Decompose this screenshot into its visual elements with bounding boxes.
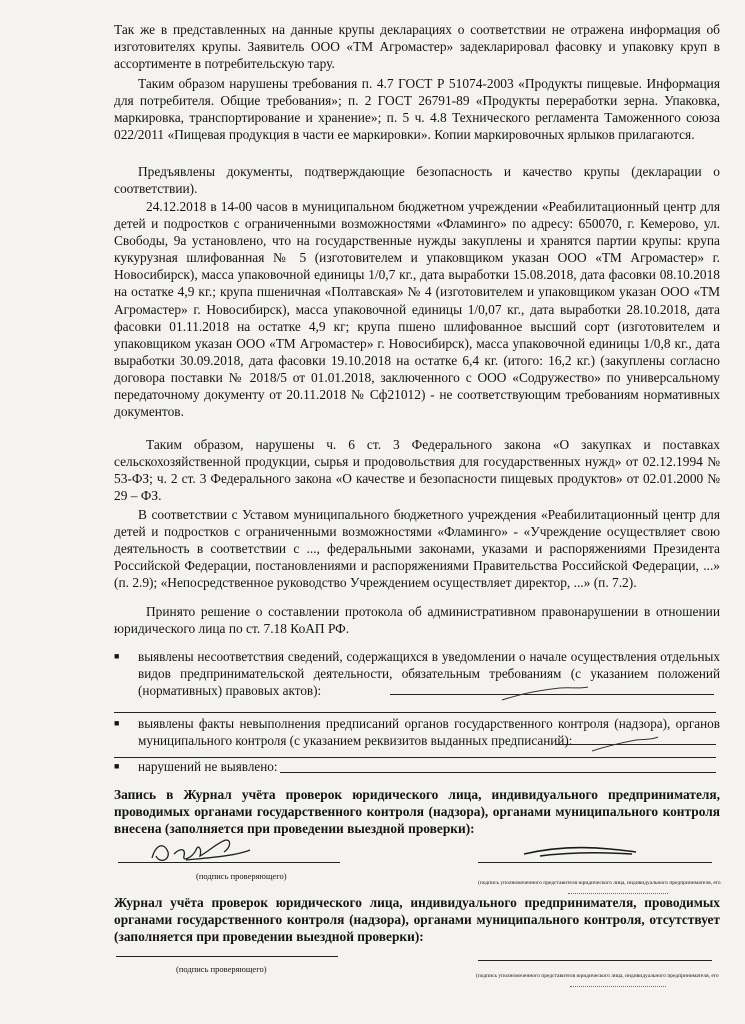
paragraph-documents-presented: Предъявлены документы, подтверждающие безопасность и качество крупы (декларации о соответствии). [114, 164, 720, 197]
inspector-caption: (подпись проверяющего) [196, 871, 287, 881]
paragraph-charter: В соответствии с Уставом муниципального бюджетного учреждения «Реабилитационный центр для детей и подростков с ограниченными возможностями «Фламинго» - «Учреждение осуществляет свою деятельность в соответствии с ..., федеральными законами, указами и распоряжениями Президента Российской Федерации, постановлениями и распоряжениями Правительства Российской Федерации, ...» (п. 2.9); «Непосредственное руководство Учреждением осуществляет директор, ...» (п. 7.2). [114, 507, 720, 591]
paragraph-declarations: Так же в представленных на данные крупы декларациях о соответствии не отражена информация об изготовителях крупы. Заявитель ООО «ТМ Агромастер» задекларировал фасовку и упаковку круп в ассортименте в потребительскую тару. [114, 22, 720, 72]
paragraph-violated-standards: Таким образом нарушены требования п. 4.7 ГОСТ Р 51074-2003 «Продукты пищевые. Информация для потребителя. Общие требования»; п. 2 ГОСТ 26791-89 «Продукты переработки зерна. Упаковка, маркировка, транспортирование и хранение»; п. 5 ч. 4.8 Технического регламента Таможенного союза 022/2011 «Пищевая продукция в части ее маркировки». Копии маркировочных ярлыков прилагаются. [114, 76, 720, 143]
absent-inspector-signature-line [116, 956, 338, 957]
paragraph-inspection-findings: 24.12.2018 в 14-00 часов в муниципальном бюджетном учреждении «Реабилитационный центр для детей и подростков с ограниченными возможностями «Фламинго» по адресу: 650070, г. Кемерово, ул. Свободы, 9а установлено, что на государственные нужды закуплены и хранятся партии крупы: крупа кукурузная шлифованная № 5 (изготовителем и упаковщиком указан ООО «ТМ Агромастер» г. Новосибирск), масса упаковочной единицы 1/0,7 кг., дата выработки 15.08.2018, дата фасовки 08.10.2018 на остатке 4,9 кг.; крупа пшеничная «Полтавская» № 4 (изготовителем и упаковщиком указан ООО «ТМ Агромастер» г. Новосибирск), масса упаковочной единицы 1/0,07 кг., дата выработки 28.10.2018, дата фасовки 01.11.2018 на остатке 4,9 кг; крупа пшено шлифованное высший сорт (изготовителем и упаковщиком указан ООО «ТМ Агромастер» г. Новосибирск), масса упаковочной единицы 1/0,8 кг., дата выработки 30.09.2018, дата фасовки 19.10.2018 на остатке 6,4 кг. (итого: 16,2 кг.) (закуплены согласно договора поставки № 2018/5 от 01.01.2018, заключенного с ООО «Содружество» по универсальному передаточному документу от 20.11.2018 № Сф21012) - не соответствующим требованиям нормативных документов. [114, 199, 720, 420]
bullet-square-icon: ■ [114, 761, 120, 771]
bullet-discrepancies-text: выявлены несоответствия сведений, содержащихся в уведомлении о начале осуществления отдельных видов предпринимательской деятельности, обязательным требованиям (с указанием положений (нормативных) правовых актов): [138, 649, 720, 698]
absent-inspector-caption: (подпись проверяющего) [176, 964, 267, 974]
fill-line-no-violations [280, 772, 716, 773]
representative-caption: (подпись уполномоченного представителя юридического лица, индивидуального предпринимателя, его [478, 880, 721, 886]
bullet-square-icon: ■ [114, 651, 120, 661]
paragraph-decision: Принято решение о составлении протокола об административном правонарушении в отношении юридического лица по ст. 7.18 КоАП РФ. [114, 604, 720, 637]
bullet-square-icon: ■ [114, 718, 120, 728]
journal-entry-heading: Запись в Журнал учёта проверок юридического лица, индивидуального предпринимателя, проводимых органами государственного контроля (надзора), органами муниципального контроля внесена (заполняется при проведении выездной проверки): [114, 787, 720, 836]
bullet-unfulfilled-orders-text: выявлены факты невыполнения предписаний органов государственного контроля (надзора), органов муниципального контроля (с указанием реквизитов выданных предписаний): [138, 716, 720, 748]
absent-representative-signature-line [478, 960, 712, 961]
bullet-no-violations-text: нарушений не выявлено: [138, 759, 278, 774]
representative-signature-line [478, 862, 712, 863]
inspector-signature-line [118, 862, 340, 863]
bullet-discrepancies [114, 648, 720, 699]
absent-representative-caption: (подпись уполномоченного представителя юридического лица, индивидуального предпринимателя, его [476, 973, 719, 979]
inspector-signature [146, 834, 256, 874]
strike-mark-1 [500, 684, 590, 704]
absent-representative-sub-line [570, 986, 666, 987]
fill-line-discrepancies-2 [114, 712, 716, 713]
journal-absent-heading: Журнал учёта проверок юридического лица, индивидуального предпринимателя, проводимых органами государственного контроля (надзора), органами муниципального контроля, отсутствует (заполняется при проведении выездной проверки): [114, 895, 720, 944]
strike-mark-2 [590, 735, 660, 755]
paragraph-violated-laws: Таким образом, нарушены ч. 6 ст. 3 Федерального закона «О закупках и поставках сельскохозяйственной продукции, сырья и продовольствия для государственных нужд» от 02.12.1994 № 53-ФЗ; ч. 2 ст. 3 Федерального закона «О качестве и безопасности пищевых продуктов» от 02.01.2000 № 29 – ФЗ. [114, 437, 720, 504]
